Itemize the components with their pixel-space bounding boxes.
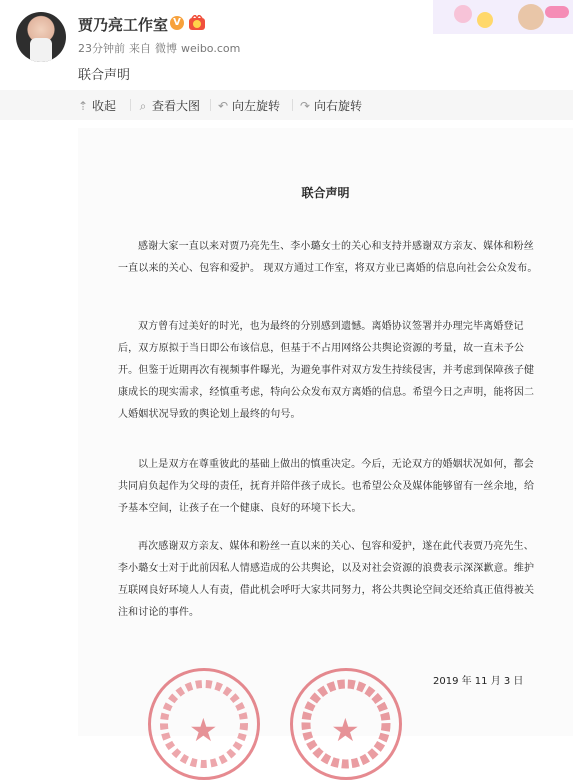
post-meta [78, 40, 244, 56]
toolbar-divider [292, 99, 293, 111]
card-decoration [433, 0, 573, 34]
statement-date: 2019 年 11 月 3 日 [433, 676, 524, 687]
statement-paragraph-1: 感谢大家一直以来对贾乃亮先生、李小璐女士的关心和支持并感谢双方亲友、媒体和粉丝一直以来的关心、包容和爱护。 现双方通过工作室，将双方业已离婚的信息向社会公众发布。 [118, 241, 538, 274]
post-text: 联合声明 [78, 68, 131, 83]
collapse-label: 收起 [92, 99, 117, 113]
rotate-left-label: 向左旋转 [232, 99, 281, 113]
company-seal-2 [290, 668, 402, 780]
post-header [0, 0, 573, 90]
avatar[interactable] [16, 12, 66, 62]
view-large-button[interactable] [136, 97, 200, 114]
collapse-button[interactable] [76, 97, 116, 114]
rotate-right-button[interactable] [298, 97, 362, 114]
star-icon: ★ [189, 711, 218, 749]
post-time[interactable]: 23分钟前 [78, 42, 125, 55]
statement-paragraph-3: 以上是双方在尊重彼此的基础上做出的慎重决定。今后，无论双方的婚姻状况如何，都会共同肩负起作为父母的责任，抚育并陪伴孩子成长。也希望公众及媒体能够留有一丝余地，给予基本空间，让孩子在一个健康、良好的环境下长大。 [118, 459, 535, 514]
company-seal-1 [148, 668, 260, 780]
verified-icon: V [170, 16, 184, 30]
toolbar-divider [130, 99, 131, 111]
collapse-icon: ⇡ [77, 99, 89, 113]
rotate-left-button[interactable] [216, 97, 280, 114]
statement-title: 联合声明 [301, 186, 350, 200]
rotate-right-label: 向右旋转 [314, 99, 363, 113]
vip-badge-icon[interactable] [188, 15, 206, 31]
statement-paragraph-2: 双方曾有过美好的时光，也为最终的分别感到遗憾。离婚协议签署并办理完毕离婚登记后，双方原拟于当日即公布该信息，但基于不占用网络公共舆论资源的考量，故一直未予公开。但鉴于近期再次有视频事件曝光，为避免事件对双方发生持续侵害，并考虑到保障孩子健康成长的现实需求，经慎重考虑，特向公众发布双方离婚的信息。希望今日之声明，能将因二人婚姻状况导致的舆论划上最终的句号。 [118, 321, 535, 420]
view-large-label: 查看大图 [152, 99, 201, 113]
star-icon: ★ [331, 711, 360, 749]
author-name[interactable]: 贾乃亮工作室 [78, 16, 169, 34]
rotate-left-icon: ↶ [217, 99, 229, 113]
image-toolbar [0, 90, 573, 120]
statement-image[interactable] [78, 128, 573, 749]
rotate-right-icon: ↷ [299, 99, 311, 113]
source-prefix: 来自 [129, 42, 151, 55]
toolbar-divider [210, 99, 211, 111]
source-app[interactable]: 微博 [155, 42, 177, 55]
magnifier-icon: ⌕ [139, 99, 147, 113]
source-url[interactable]: weibo.com [181, 42, 241, 55]
statement-paragraph-4: 再次感谢双方亲友、媒体和粉丝一直以来的关心、包容和爱护，遂在此代表贾乃亮先生、李小璐女士对于此前因私人情感造成的公共舆论，以及对社会资源的浪费表示深深歉意。维护互联网良好环境人人有责，借此机会呼吁大家共同努力，将公共舆论空间交还给真正值得被关注和讨论的事件。 [118, 541, 535, 618]
